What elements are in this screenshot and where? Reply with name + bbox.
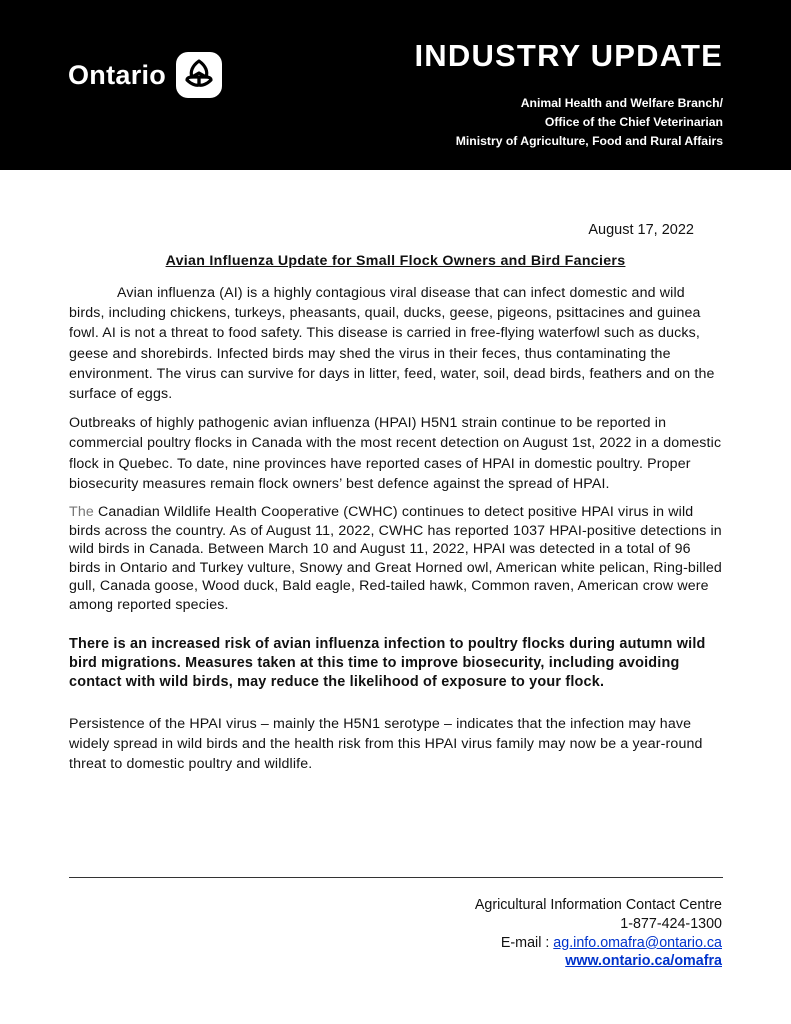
branch-line: Animal Health and Welfare Branch/ [520, 96, 723, 110]
paragraph-ai-overview: Avian influenza (AI) is a highly contagious viral disease that can infect domestic and wild birds, including chickens, turkeys, pheasants, quail, ducks, geese, pigeons, psittacines and guinea fowl. AI is not a threat to food safety. This disease is carried in free-flying waterfowl such as ducks, geese and shorebirds. Infected birds may shed the virus in their feces, thus contaminating the environment. The virus can survive for days in litter, feed, water, soil, dead birds, feathers and on the surface of eggs. [69, 285, 715, 403]
footer-divider [69, 877, 723, 878]
page-banner-title: INDUSTRY UPDATE [414, 38, 723, 73]
contact-phone: 1-877-424-1300 [620, 915, 722, 932]
website-link[interactable]: www.ontario.ca/omafra [565, 953, 722, 970]
paragraph-persistence: Persistence of the HPAI virus – mainly the H5N1 serotype – indicates that the infection may have widely spread in wild birds and the health risk from this HPAI virus family may now be a year-round threat to domestic poultry and wildlife. [69, 715, 703, 772]
ministry-line: Ministry of Agriculture, Food and Rural Affairs [455, 134, 723, 148]
document-date: August 17, 2022 [588, 222, 694, 238]
document-body [69, 283, 724, 783]
paragraph-cwhc [69, 503, 724, 615]
ontario-logo[interactable] [68, 52, 222, 98]
email-label: E-mail : [500, 934, 554, 951]
office-line: Office of the Chief Veterinarian [544, 115, 723, 129]
contact-email-row [475, 934, 722, 953]
paragraph-hpai-outbreaks: Outbreaks of highly pathogenic avian influenza (HPAI) H5N1 strain continue to be reported in commercial poultry flocks in Canada with the most recent detection on August 1st, 2022 in a domestic flock in Quebec. To date, nine provinces have reported cases of HPAI in domestic poultry. Proper biosecurity measures remain flock owners’ best defence against the spread of HPAI. [69, 415, 722, 492]
logo-wordmark: Ontario [68, 59, 167, 90]
paragraph-risk-warning: There is an increased risk of avian influenza infection to poultry flocks during autumn wild bird migrations. Measures taken at this time to improve biosecurity, including avoiding contact with wild birds, may reduce the likelihood of exposure to your flock. [69, 635, 706, 690]
paragraph-lead-word: The [69, 504, 94, 521]
branch-info [456, 94, 723, 151]
trillium-icon [176, 52, 222, 98]
paragraph-cwhc-text: Canadian Wildlife Health Cooperative (CWHC) continues to detect positive HPAI virus in wild birds across the country. As of August 11, 2022, CWHC has reported 1037 HPAI-positive detections in wild birds in Canada. Between March 10 and August 11, 2022, HPAI was detected in a total of 96 birds in Ontario and Turkey vulture, Snowy and Great Horned owl, American white pelican, Ring-billed gull, Canada goose, Wood duck, Bald eagle, Red-tailed hawk, Common raven, American crow were among reported species. [69, 504, 722, 613]
header-banner [0, 0, 791, 170]
document-title: Avian Influenza Update for Small Flock Owners and Bird Fanciers [165, 253, 626, 269]
contact-footer [475, 896, 722, 971]
contact-centre-name: Agricultural Information Contact Centre [474, 897, 722, 913]
email-link[interactable]: ag.info.omafra@ontario.ca [553, 934, 722, 951]
